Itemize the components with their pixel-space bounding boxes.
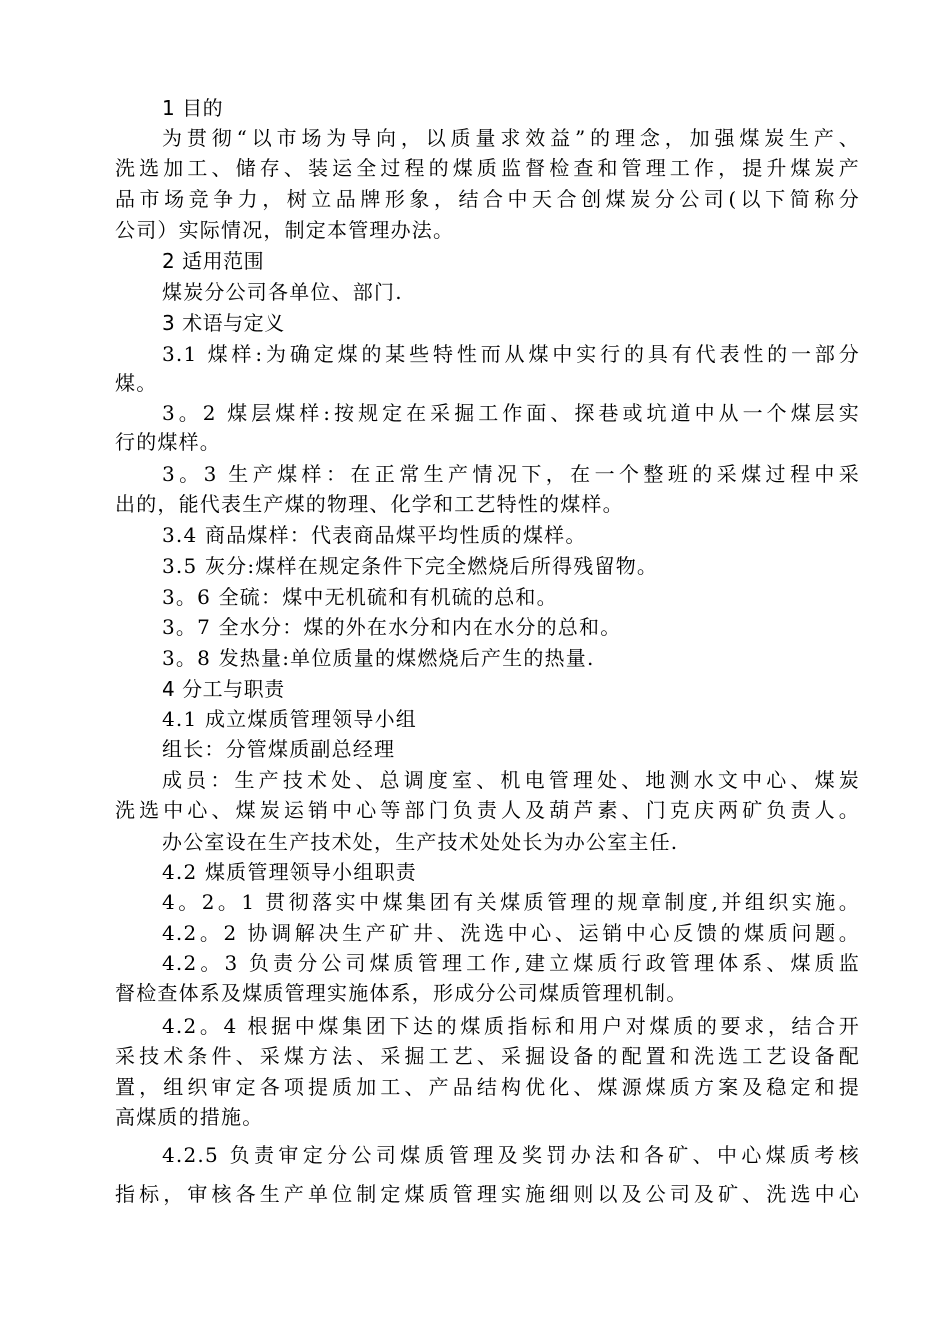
paragraph-line: 4.2。4 根据中煤集团下达的煤质指标和用户对煤质的要求，结合开	[162, 1014, 860, 1038]
paragraph-line: 办公室设在生产技术处，生产技术处处长为办公室主任.	[162, 830, 679, 854]
paragraph-line: 4。2。1 贯彻落实中煤集团有关煤质管理的规章制度,并组织实施。	[162, 890, 860, 914]
paragraph-line: 洗选加工、储存、装运全过程的煤质监督检查和管理工作，提升煤炭产	[115, 156, 860, 180]
paragraph-line: 3。8 发热量:单位质量的煤燃烧后产生的热量.	[162, 646, 595, 670]
paragraph-line: 4.1 成立煤质管理领导小组	[162, 707, 417, 731]
paragraph-line: 出的，能代表生产煤的物理、化学和工艺特性的煤样。	[115, 492, 624, 516]
paragraph-line: 组长：分管煤质副总经理	[162, 737, 396, 761]
paragraph-line: 3。6 全硫：煤中无机硫和有机硫的总和。	[162, 585, 558, 609]
paragraph-line: 行的煤样。	[115, 430, 221, 454]
section-heading-scope: 2 适用范围	[162, 249, 265, 273]
section-heading-terms: 3 术语与定义	[162, 311, 285, 335]
paragraph-line: 3。7 全水分：煤的外在水分和内在水分的总和。	[162, 615, 622, 639]
paragraph-line: 3.1 煤样:为确定煤的某些特性而从煤中实行的具有代表性的一部分	[162, 342, 860, 366]
paragraph-line: 品市场竞争力，树立品牌形象，结合中天合创煤炭分公司(以下简称分	[115, 187, 860, 211]
paragraph-line: 为贯彻“以市场为导向，以质量求效益”的理念，加强煤炭生产、	[162, 126, 860, 150]
section-heading-duties: 4 分工与职责	[162, 677, 285, 701]
paragraph-line: 4.2。3 负责分公司煤质管理工作,建立煤质行政管理体系、煤质监	[162, 951, 860, 975]
paragraph-line: 公司）实际情况，制定本管理办法。	[115, 218, 455, 242]
paragraph-line: 督检查体系及煤质管理实施体系，形成分公司煤质管理机制。	[115, 981, 688, 1005]
paragraph-line: 4.2。2 协调解决生产矿井、洗选中心、运销中心反馈的煤质问题。	[162, 921, 860, 945]
paragraph-line: 指标，审核各生产单位制定煤质管理实施细则以及公司及矿、洗选中心	[115, 1182, 860, 1206]
paragraph-line: 3.5 灰分:煤样在规定条件下完全燃烧后所得残留物。	[162, 554, 659, 578]
paragraph-line: 4.2 煤质管理领导小组职责	[162, 860, 417, 884]
paragraph-line: 4.2.5 负责审定分公司煤质管理及奖罚办法和各矿、中心煤质考核	[162, 1143, 860, 1167]
paragraph-line: 成员：生产技术处、总调度室、机电管理处、地测水文中心、煤炭	[162, 768, 860, 792]
paragraph-line: 置，组织审定各项提质加工、产品结构优化、煤源煤质方案及稳定和提	[115, 1075, 860, 1099]
paragraph-line: 煤炭分公司各单位、部门.	[162, 280, 403, 304]
paragraph-line: 洗选中心、煤炭运销中心等部门负责人及葫芦素、门克庆两矿负责人。	[115, 798, 860, 822]
paragraph-line: 采技术条件、采煤方法、采掘工艺、采掘设备的配置和洗选工艺设备配	[115, 1044, 860, 1068]
paragraph-line: 3。3 生产煤样：在正常生产情况下，在一个整班的采煤过程中采	[162, 462, 860, 486]
paragraph-line: 3.4 商品煤样：代表商品煤平均性质的煤样。	[162, 523, 587, 547]
section-heading-purpose: 1 目的	[162, 96, 224, 120]
paragraph-line: 煤。	[115, 371, 158, 395]
paragraph-line: 高煤质的措施。	[115, 1105, 264, 1129]
paragraph-line: 3。2 煤层煤样:按规定在采掘工作面、探巷或坑道中从一个煤层实	[162, 401, 860, 425]
